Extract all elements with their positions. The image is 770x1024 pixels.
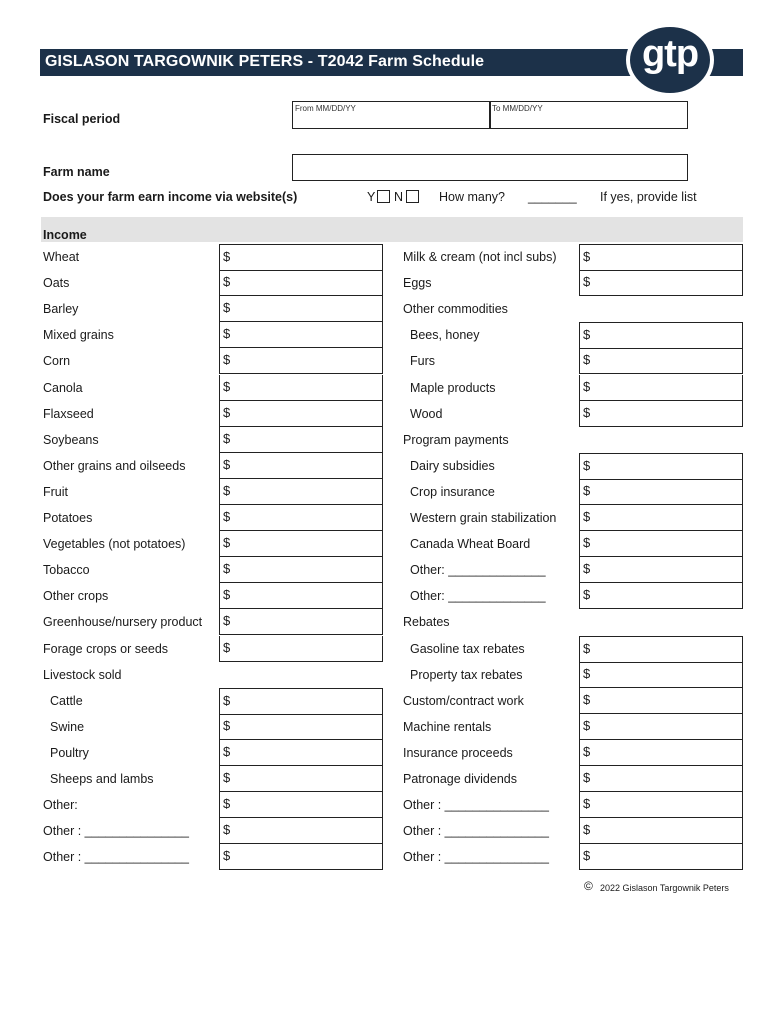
from-date-caption: From MM/DD/YY [295, 104, 356, 113]
right-amount-field[interactable]: $ [579, 375, 743, 401]
right-amount-field[interactable]: $ [579, 322, 743, 349]
website-question: Does your farm earn income via website(s) [43, 190, 298, 204]
right-amount-field[interactable]: $ [579, 348, 743, 374]
right-income-label: Property tax rebates [410, 667, 523, 682]
left-income-label: Flaxseed [43, 406, 94, 421]
right-amount-field[interactable]: $ [579, 479, 743, 505]
right-income-label: Other : _______________ [403, 824, 549, 839]
right-amount-field[interactable]: $ [579, 714, 743, 740]
left-income-label: Other : _______________ [43, 850, 189, 865]
left-amount-field[interactable]: $ [219, 844, 383, 870]
left-income-label: Other crops [43, 589, 109, 604]
income-section-label: Income [43, 228, 87, 242]
right-amount-field[interactable]: $ [579, 636, 743, 663]
left-amount-field[interactable]: $ [219, 479, 383, 505]
right-income-label: Rebates [403, 615, 450, 630]
right-amount-field[interactable]: $ [579, 531, 743, 557]
right-income-label: Furs [410, 354, 435, 369]
logo-text: gtp [641, 33, 699, 75]
right-income-label: Machine rentals [403, 719, 492, 734]
right-income-label: Bees, honey [410, 328, 480, 343]
right-amount-field[interactable]: $ [579, 792, 743, 818]
right-amount-field[interactable]: $ [579, 740, 743, 766]
left-income-label: Fruit [43, 484, 68, 499]
left-amount-field[interactable]: $ [219, 348, 383, 374]
right-income-label: Eggs [403, 276, 432, 291]
to-date-caption: To MM/DD/YY [492, 104, 543, 113]
right-income-label: Crop insurance [410, 484, 495, 499]
right-income-label: Dairy subsidies [410, 458, 495, 473]
right-amount-field[interactable]: $ [579, 453, 743, 480]
right-income-label: Wood [410, 406, 443, 421]
farm-name-label: Farm name [43, 165, 110, 179]
left-income-label: Vegetables (not potatoes) [43, 537, 186, 552]
right-amount-field[interactable]: $ [579, 818, 743, 844]
left-amount-field[interactable]: $ [219, 792, 383, 818]
left-amount-field[interactable]: $ [219, 636, 383, 662]
right-income-label: Western grain stabilization [410, 511, 557, 525]
right-amount-field[interactable]: $ [579, 401, 743, 427]
left-amount-field[interactable]: $ [219, 531, 383, 557]
left-amount-field[interactable]: $ [219, 427, 383, 453]
left-income-label: Oats [43, 276, 70, 291]
how-many-blank[interactable]: _______ [528, 190, 577, 204]
right-income-label: Other: ______________ [410, 563, 546, 578]
left-income-label: Other: [43, 798, 78, 813]
left-income-label: Sheeps and lambs [50, 772, 154, 786]
left-income-label: Canola [43, 380, 83, 395]
left-amount-field[interactable]: $ [219, 609, 383, 635]
copyright-icon: © [584, 879, 593, 893]
provide-list-label: If yes, provide list [600, 190, 697, 204]
left-amount-field[interactable]: $ [219, 401, 383, 427]
right-amount-field[interactable]: $ [579, 662, 743, 688]
right-amount-field[interactable]: $ [579, 244, 743, 271]
left-income-label: Tobacco [43, 563, 90, 578]
right-income-label: Custom/contract work [403, 693, 524, 708]
right-income-label: Milk & cream (not incl subs) [403, 250, 557, 264]
fiscal-period-label: Fiscal period [43, 112, 121, 126]
left-amount-field[interactable]: $ [219, 583, 383, 609]
right-income-label: Insurance proceeds [403, 745, 513, 760]
left-amount-field[interactable]: $ [219, 688, 383, 715]
right-income-label: Other: ______________ [410, 589, 546, 604]
left-amount-field[interactable]: $ [219, 557, 383, 583]
yes-label: Y [367, 190, 376, 204]
right-amount-field[interactable]: $ [579, 844, 743, 870]
left-income-label: Swine [50, 719, 85, 734]
left-income-label: Soybeans [43, 432, 99, 447]
right-amount-field[interactable]: $ [579, 766, 743, 792]
left-income-label: Mixed grains [43, 328, 114, 343]
left-amount-field[interactable]: $ [219, 244, 383, 271]
left-amount-field[interactable]: $ [219, 375, 383, 401]
left-income-label: Livestock sold [43, 667, 122, 682]
no-checkbox[interactable] [406, 190, 419, 203]
left-amount-field[interactable]: $ [219, 322, 383, 348]
no-label: N [394, 190, 404, 204]
copyright-text: 2022 Gislason Targownik Peters [600, 883, 729, 893]
left-amount-field[interactable]: $ [219, 740, 383, 766]
left-amount-field[interactable]: $ [219, 453, 383, 479]
right-amount-field[interactable]: $ [579, 688, 743, 714]
left-income-label: Wheat [43, 250, 80, 264]
right-amount-field[interactable]: $ [579, 583, 743, 609]
farm-name-field[interactable] [292, 154, 688, 181]
left-income-label: Barley [43, 302, 79, 317]
left-amount-field[interactable]: $ [219, 714, 383, 740]
right-amount-field[interactable]: $ [579, 270, 743, 296]
page-title: GISLASON TARGOWNIK PETERS - T2042 Farm Schedule [45, 53, 485, 70]
how-many-label: How many? [439, 190, 505, 204]
left-income-label: Cattle [50, 693, 83, 708]
fiscal-divider [489, 101, 491, 129]
left-income-label: Corn [43, 354, 71, 369]
left-amount-field[interactable]: $ [219, 270, 383, 296]
right-income-label: Other commodities [403, 302, 508, 317]
left-income-label: Poultry [50, 745, 89, 760]
left-amount-field[interactable]: $ [219, 296, 383, 322]
left-amount-field[interactable]: $ [219, 766, 383, 792]
right-income-label: Maple products [410, 380, 496, 395]
income-section-bar [41, 217, 743, 242]
right-income-label: Other : _______________ [403, 798, 549, 813]
right-income-label: Other : _______________ [403, 850, 549, 865]
right-income-label: Gasoline tax rebates [410, 641, 525, 656]
right-amount-field[interactable]: $ [579, 557, 743, 583]
yes-checkbox[interactable] [377, 190, 390, 203]
left-income-label: Other grains and oilseeds [43, 458, 186, 473]
right-amount-field[interactable]: $ [579, 505, 743, 531]
left-income-label: Forage crops or seeds [43, 641, 169, 656]
left-amount-field[interactable]: $ [219, 505, 383, 531]
left-income-label: Other : _______________ [43, 824, 189, 839]
left-income-label: Potatoes [43, 511, 93, 525]
left-income-label: Greenhouse/nursery product [43, 615, 203, 630]
right-income-label: Patronage dividends [403, 772, 517, 786]
left-amount-field[interactable]: $ [219, 818, 383, 844]
right-income-label: Canada Wheat Board [410, 537, 531, 552]
right-income-label: Program payments [403, 432, 509, 447]
